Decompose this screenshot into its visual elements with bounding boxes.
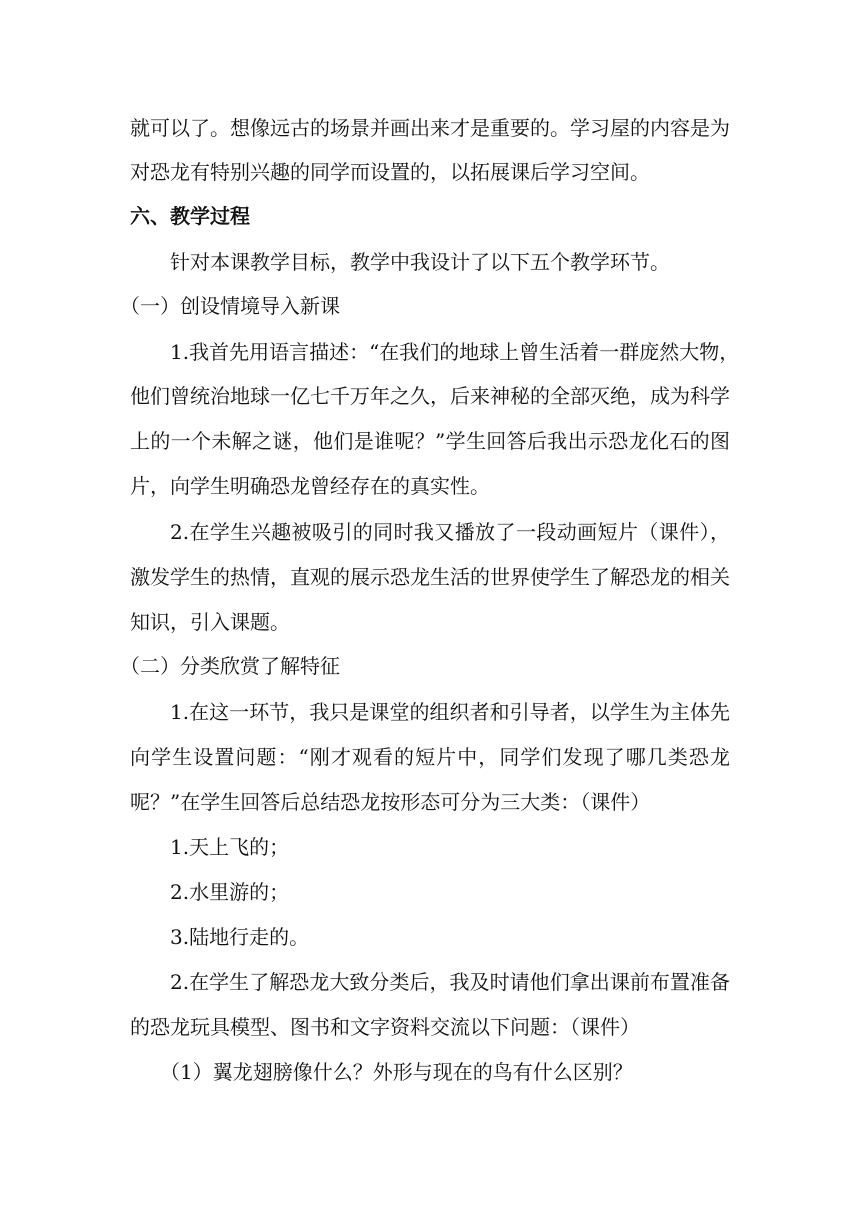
paragraph-line: 向学生设置问题：“刚才观看的短片中，同学们发现了哪几类恐龙	[130, 745, 730, 769]
sub-heading: （一）创设情境导入新课	[120, 294, 340, 318]
paragraph-line: 的恐龙玩具模型、图书和文字资料交流以下问题：（课件）	[130, 1015, 640, 1039]
paragraph-line: 上的一个未解之谜，他们是谁呢？”学生回答后我出示恐龙化石的图	[130, 429, 730, 453]
list-item: 1.天上飞的；	[170, 835, 290, 859]
section-heading: 六、教学过程	[130, 204, 250, 228]
paragraph-line: 激发学生的热情，直观的展示恐龙生活的世界使学生了解恐龙的相关	[130, 565, 730, 589]
paragraph-line: 1.我首先用语言描述：“在我们的地球上曾生活着一群庞然大物，	[170, 340, 740, 364]
sub-heading: （二）分类欣赏了解特征	[120, 654, 340, 678]
list-item: 3.陆地行走的。	[170, 925, 310, 949]
paragraph-line: 他们曾统治地球一亿七千万年之久，后来神秘的全部灭绝，成为科学	[130, 384, 730, 408]
paragraph-line: 对恐龙有特别兴趣的同学而设置的，以拓展课后学习空间。	[130, 160, 650, 184]
paragraph-line: 知识，引入课题。	[130, 610, 290, 634]
paragraph-line: 呢？”在学生回答后总结恐龙按形态可分为三大类：（课件）	[130, 790, 651, 814]
paragraph-line: 2.在学生兴趣被吸引的同时我又播放了一段动画短片（课件），	[170, 520, 730, 544]
paragraph-line: 针对本课教学目标，教学中我设计了以下五个教学环节。	[170, 250, 670, 274]
paragraph-line: 就可以了。想像远古的场景并画出来才是重要的。学习屋的内容是为	[130, 116, 730, 140]
paragraph-line: 2.在学生了解恐龙大致分类后，我及时请他们拿出课前布置准备	[170, 970, 730, 994]
list-item: 2.水里游的；	[170, 880, 290, 904]
question-item: （1）翼龙翅膀像什么？外形与现在的鸟有什么区别？	[160, 1060, 633, 1084]
paragraph-line: 片，向学生明确恐龙曾经存在的真实性。	[130, 474, 490, 498]
paragraph-line: 1.在这一环节，我只是课堂的组织者和引导者，以学生为主体先	[170, 700, 730, 724]
